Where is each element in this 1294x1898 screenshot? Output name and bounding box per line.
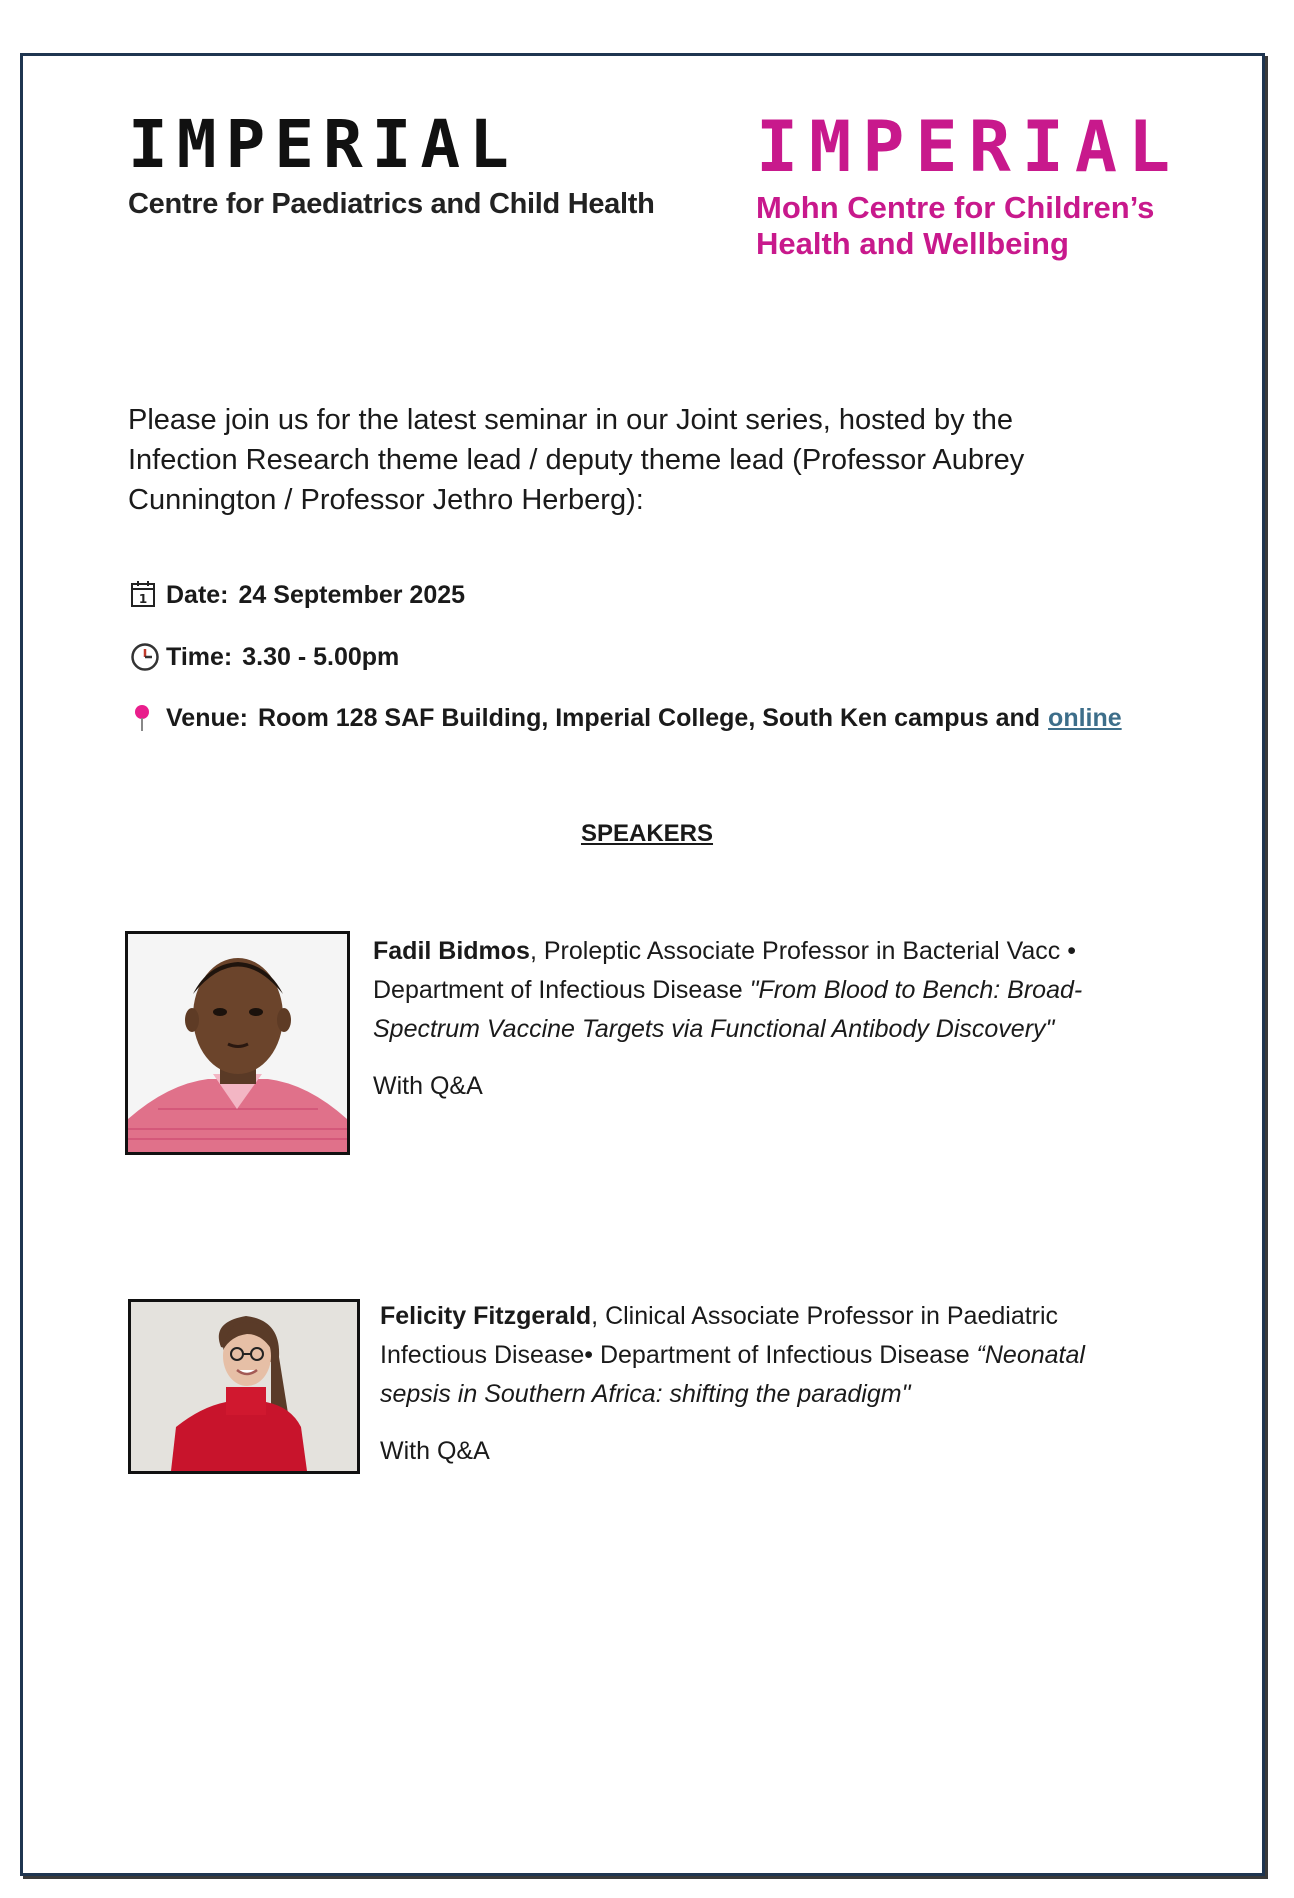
speaker-2-description (380, 1297, 1160, 1471)
clock-icon (130, 642, 160, 672)
imperial-mohn-centre-logo (756, 106, 1236, 262)
speaker-photo-fadil-bidmos (125, 931, 350, 1155)
talk-title: "From Blood to Bench: Broad-Spectrum Vaccine Targets via Functional Antibody Discovery" (373, 976, 1083, 1043)
logo-subtitle: Centre for Paediatrics and Child Health (128, 188, 655, 220)
speaker-role: , Clinical Associate Professor in Paediatric Infectious Disease• Department of Infectious Disease (380, 1302, 1059, 1369)
pin-icon (130, 703, 160, 733)
imperial-paediatrics-logo (128, 106, 655, 221)
speaker-2-bio (380, 1297, 1160, 1414)
logo-wordmark: IMPERIAL (128, 106, 518, 183)
event-venue (130, 703, 1122, 733)
speakers-heading: SPEAKERS (580, 820, 714, 847)
venue-value: Room 128 SAF Building, Imperial College, South Ken campus and (257, 703, 1041, 732)
event-time (130, 642, 399, 672)
logo-subtitle: Mohn Centre for Children’s Health and Wellbeing (756, 190, 1155, 261)
event-date (130, 580, 465, 610)
online-link[interactable]: online (1048, 703, 1122, 732)
speaker-name: Fadil Bidmos (373, 937, 530, 965)
date-label: Date: (166, 580, 229, 609)
logo-wordmark: IMPERIAL (756, 106, 1182, 188)
speaker-qa: With Q&A (373, 1072, 483, 1100)
speaker-photo-felicity-fitzgerald (128, 1299, 360, 1474)
calendar-icon (130, 580, 160, 610)
time-label: Time: (166, 642, 233, 671)
venue-label: Venue: (166, 703, 248, 732)
speaker-name: Felicity Fitzgerald (380, 1302, 592, 1330)
speaker-1-description (373, 932, 1153, 1106)
talk-title: “Neonatal sepsis in Southern Africa: shifting the paradigm" (380, 1341, 1085, 1408)
time-value: 3.30 - 5.00pm (242, 642, 400, 671)
date-value: 24 September 2025 (238, 580, 466, 609)
speaker-1-bio (373, 932, 1153, 1049)
speaker-role: , Proleptic Associate Professor in Bacterial Vacc • Department of Infectious Disease (373, 937, 1076, 1004)
intro-paragraph: Please join us for the latest seminar in our Joint series, hosted by the Infection Research theme lead / deputy theme lead (Professor Aubrey Cunnington / Professor Jethro Herberg): (128, 404, 1025, 516)
speaker-qa: With Q&A (380, 1437, 490, 1465)
svg-text:1: 1 (138, 592, 148, 606)
